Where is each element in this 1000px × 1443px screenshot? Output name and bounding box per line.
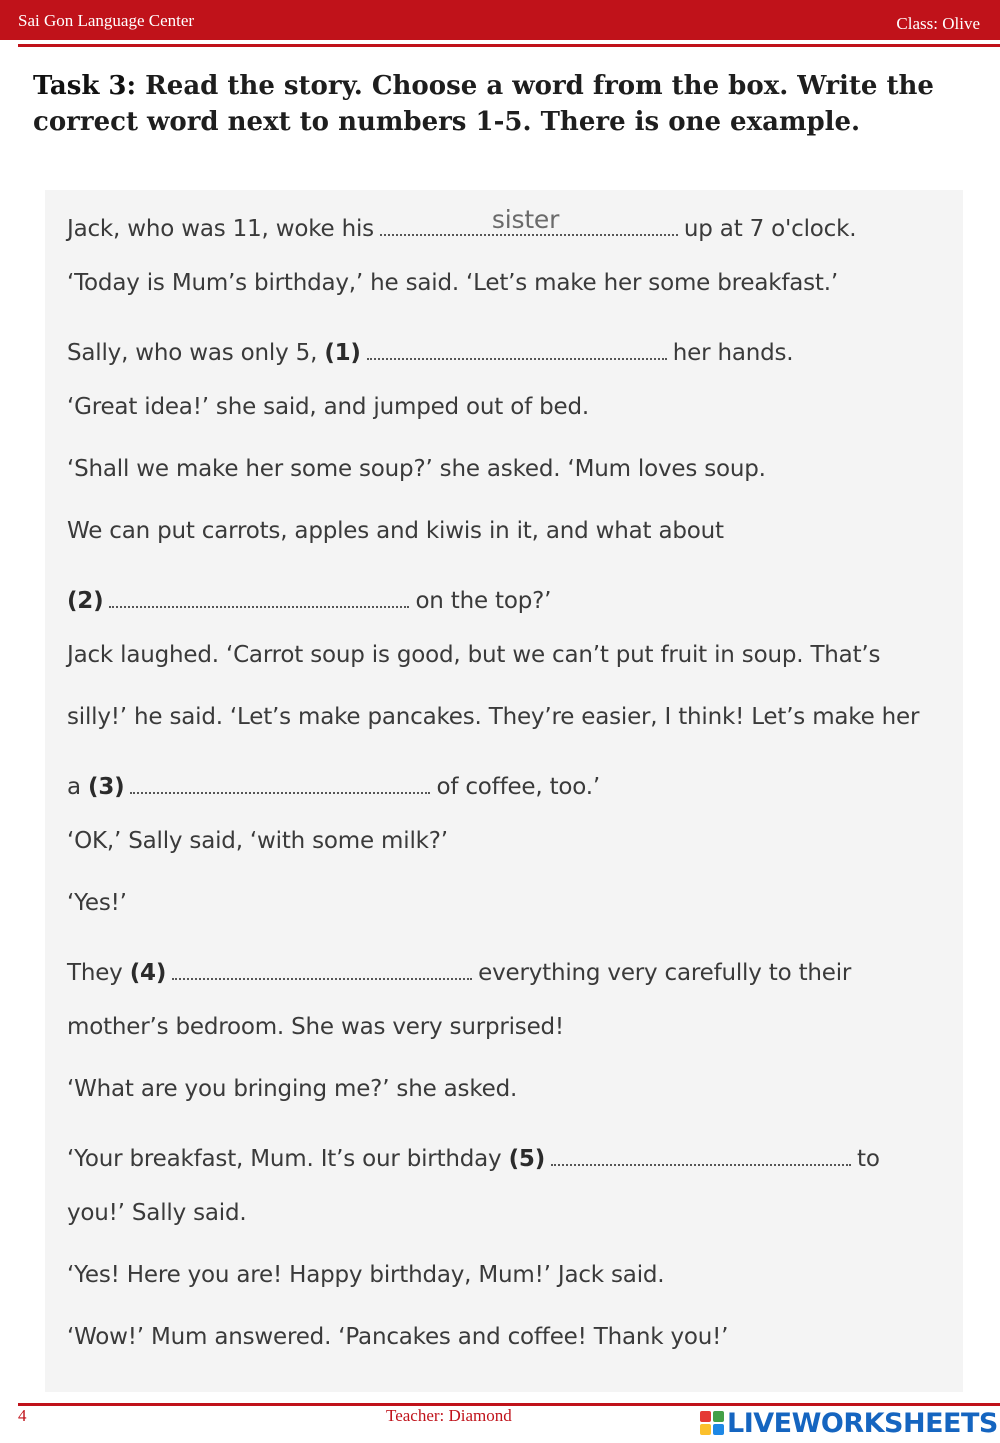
- story-line-1: [67, 205, 857, 242]
- task-text: Read the story. Choose a word from the box. Write the correct word next to numbers 1-5. There is one example.: [33, 71, 934, 137]
- story-line-15: ‘What are you bringing me?’ she asked.: [67, 1076, 518, 1102]
- story-text: a: [67, 774, 81, 800]
- answer-blank-3[interactable]: [130, 766, 430, 794]
- teacher-name: Teacher: Diamond: [386, 1406, 512, 1425]
- story-text: Jack, who was 11, woke his: [67, 216, 374, 242]
- story-text: everything very carefully to their: [478, 960, 852, 986]
- header-divider: [18, 44, 1000, 47]
- story-line-12: ‘Yes!’: [67, 890, 127, 916]
- story-line-6: We can put carrots, apples and kiwis in it, and what about: [67, 518, 724, 544]
- story-line-10: [67, 766, 600, 800]
- story-text: to: [857, 1146, 880, 1172]
- question-number-4: (4): [129, 960, 167, 986]
- logo-square-red: [700, 1411, 711, 1422]
- class-label: Class: Olive: [896, 14, 980, 33]
- story-text: They: [67, 960, 123, 986]
- story-line-18: ‘Yes! Here you are! Happy birthday, Mum!’ Jack said.: [67, 1262, 665, 1288]
- logo-square-yellow: [700, 1424, 711, 1435]
- story-line-7: [67, 580, 551, 614]
- story-line-4: ‘Great idea!’ she said, and jumped out of bed.: [67, 394, 589, 420]
- question-number-1: (1): [324, 340, 361, 366]
- question-number-5: (5): [508, 1146, 546, 1172]
- task-label: Task 3:: [33, 71, 137, 101]
- story-line-8: Jack laughed. ‘Carrot soup is good, but we can’t put fruit in soup. That’s: [67, 642, 881, 668]
- example-answer: sister: [491, 205, 560, 234]
- story-line-5: ‘Shall we make her some soup?’ she asked. ‘Mum loves soup.: [67, 456, 766, 482]
- brand-name: LIVEWORKSHEETS: [727, 1407, 998, 1439]
- story-text: up at 7 o'clock.: [683, 216, 857, 242]
- story-line-11: ‘OK,’ Sally said, ‘with some milk?’: [67, 828, 448, 854]
- logo-square-blue: [713, 1424, 724, 1435]
- story-line-16: [67, 1138, 880, 1172]
- answer-blank-1[interactable]: [367, 332, 667, 360]
- question-number-2: (2): [67, 588, 104, 614]
- header-bar: [0, 0, 1000, 40]
- story-line-19: ‘Wow!’ Mum answered. ‘Pancakes and coffee! Thank you!’: [67, 1324, 729, 1350]
- example-blank: [380, 205, 678, 236]
- liveworksheets-logo[interactable]: [700, 1407, 998, 1439]
- task-instruction: [33, 68, 973, 140]
- logo-square-green: [713, 1411, 724, 1422]
- story-line-14: mother’s bedroom. She was very surprised!: [67, 1014, 564, 1040]
- story-text: her hands.: [672, 340, 794, 366]
- story-line-9: silly!’ he said. ‘Let’s make pancakes. They’re easier, I think! Let’s make her: [67, 704, 920, 730]
- story-text: ‘Your breakfast, Mum. It’s our birthday: [67, 1146, 502, 1172]
- story-text: on the top?’: [415, 588, 552, 614]
- liveworksheets-grid-icon: [700, 1411, 724, 1435]
- school-name: Sai Gon Language Center: [18, 11, 195, 30]
- story-text: of coffee, too.’: [436, 774, 600, 800]
- story-line-17: you!’ Sally said.: [67, 1200, 247, 1226]
- story-text: Sally, who was only 5,: [67, 340, 318, 366]
- answer-blank-5[interactable]: [551, 1138, 851, 1166]
- answer-blank-2[interactable]: [109, 580, 409, 608]
- story-line-13: [67, 952, 851, 986]
- page-number: 4: [18, 1406, 27, 1425]
- question-number-3: (3): [88, 774, 125, 800]
- answer-blank-4[interactable]: [172, 952, 472, 980]
- story-line-2: ‘Today is Mum’s birthday,’ he said. ‘Let’s make her some breakfast.’: [67, 270, 838, 296]
- story-line-3: [67, 332, 793, 366]
